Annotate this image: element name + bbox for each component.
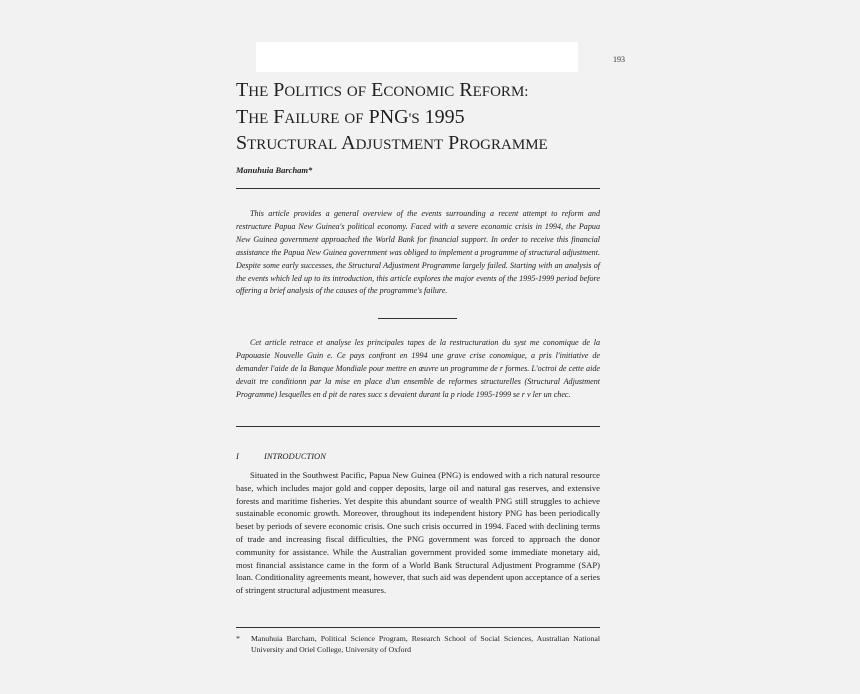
footnote-text: Manuhuia Barcham, Political Science Program, Research School of Social Sciences, Australian National University and Oriel College, University of Oxford (251, 634, 600, 654)
abstract-english: This article provides a general overview of the events surrounding a recent attempt to reform and restructure Papua New Guinea's political economy. Faced with a severe economic crisis in 1994, the Papua New Guinea government approached the World Bank for financial support. In order to receive this financial assistance the Papua New Guinea government was obliged to implement a programme of structural adjustment. Despite some early successes, the Structural Adjustment Programme largely failed. Starting with an analysis of the events which led up to its introduction, this article explores the major events of the 1995-1999 period before offering a brief analysis of the causes of the programme's failure. (236, 209, 600, 296)
section-number: I (236, 451, 239, 461)
body-paragraph: Situated in the Southwest Pacific, Papua New Guinea (PNG) is endowed with a rich natural resource base, which includes major gold and copper deposits, large oil and natural gas reserves, and extensive forests and maritime fisheries. Yet despite this abundant source of wealth PNG still struggles to achieve sustainable economic growth. Moreover, throughout its independent history PNG has been periodically beset by periods of severe economic crisis. One such crisis occurred in 1994. Faced with declining terms of trade and increasing fiscal difficulties, the PNG government was forced to approach the donor community for assistance. While the Australian government provided some immediate monetary aid, most financial assistance came in the form of a World Bank Structural Adjustment Programme (SAP) loan. Conditionality agreements meant, however, that such aid was dependent upon acceptance of a series of stringent structural adjustment measures. (236, 470, 600, 596)
section-title: INTRODUCTION (264, 451, 326, 461)
blank-header-box (256, 42, 578, 72)
author-name: Manuhuia Barcham* (236, 165, 313, 175)
paper-title (236, 78, 616, 158)
section-heading (236, 451, 326, 461)
page-number: 193 (613, 55, 625, 64)
divider-top (236, 188, 600, 189)
title-line-2: THE FAILURE OF PNG'S 1995 (236, 105, 465, 128)
title-line-1: THE POLITICS OF ECONOMIC REFORM: (236, 79, 529, 101)
footnote (236, 633, 600, 655)
divider-abstract-end (236, 426, 600, 427)
footnote-mark: * (236, 634, 240, 643)
footnote-divider (236, 627, 600, 628)
abstract-french: Cet article retrace et analyse les principales tapes de la restructuration du syst me conomique de la Papouasie Nouvelle Guin e. Ce pays confront en 1994 une grave crise conomique, a pris l'initiative de demander l'aide de la Banque Mondiale pour mettre en œuvre un programme de r formes. L'octroi de cette aide devait tre conditionn par la mise en place d'un ensemble de reformes structurelles (Structural Adjustment Programme) lesquelles en d pit de rares succ s devaient durant la p riode 1995-1999 se r v ler un chec. (236, 338, 600, 399)
title-line-3: STRUCTURAL ADJUSTMENT PROGRAMME (236, 132, 548, 154)
abstract-separator (378, 318, 457, 319)
